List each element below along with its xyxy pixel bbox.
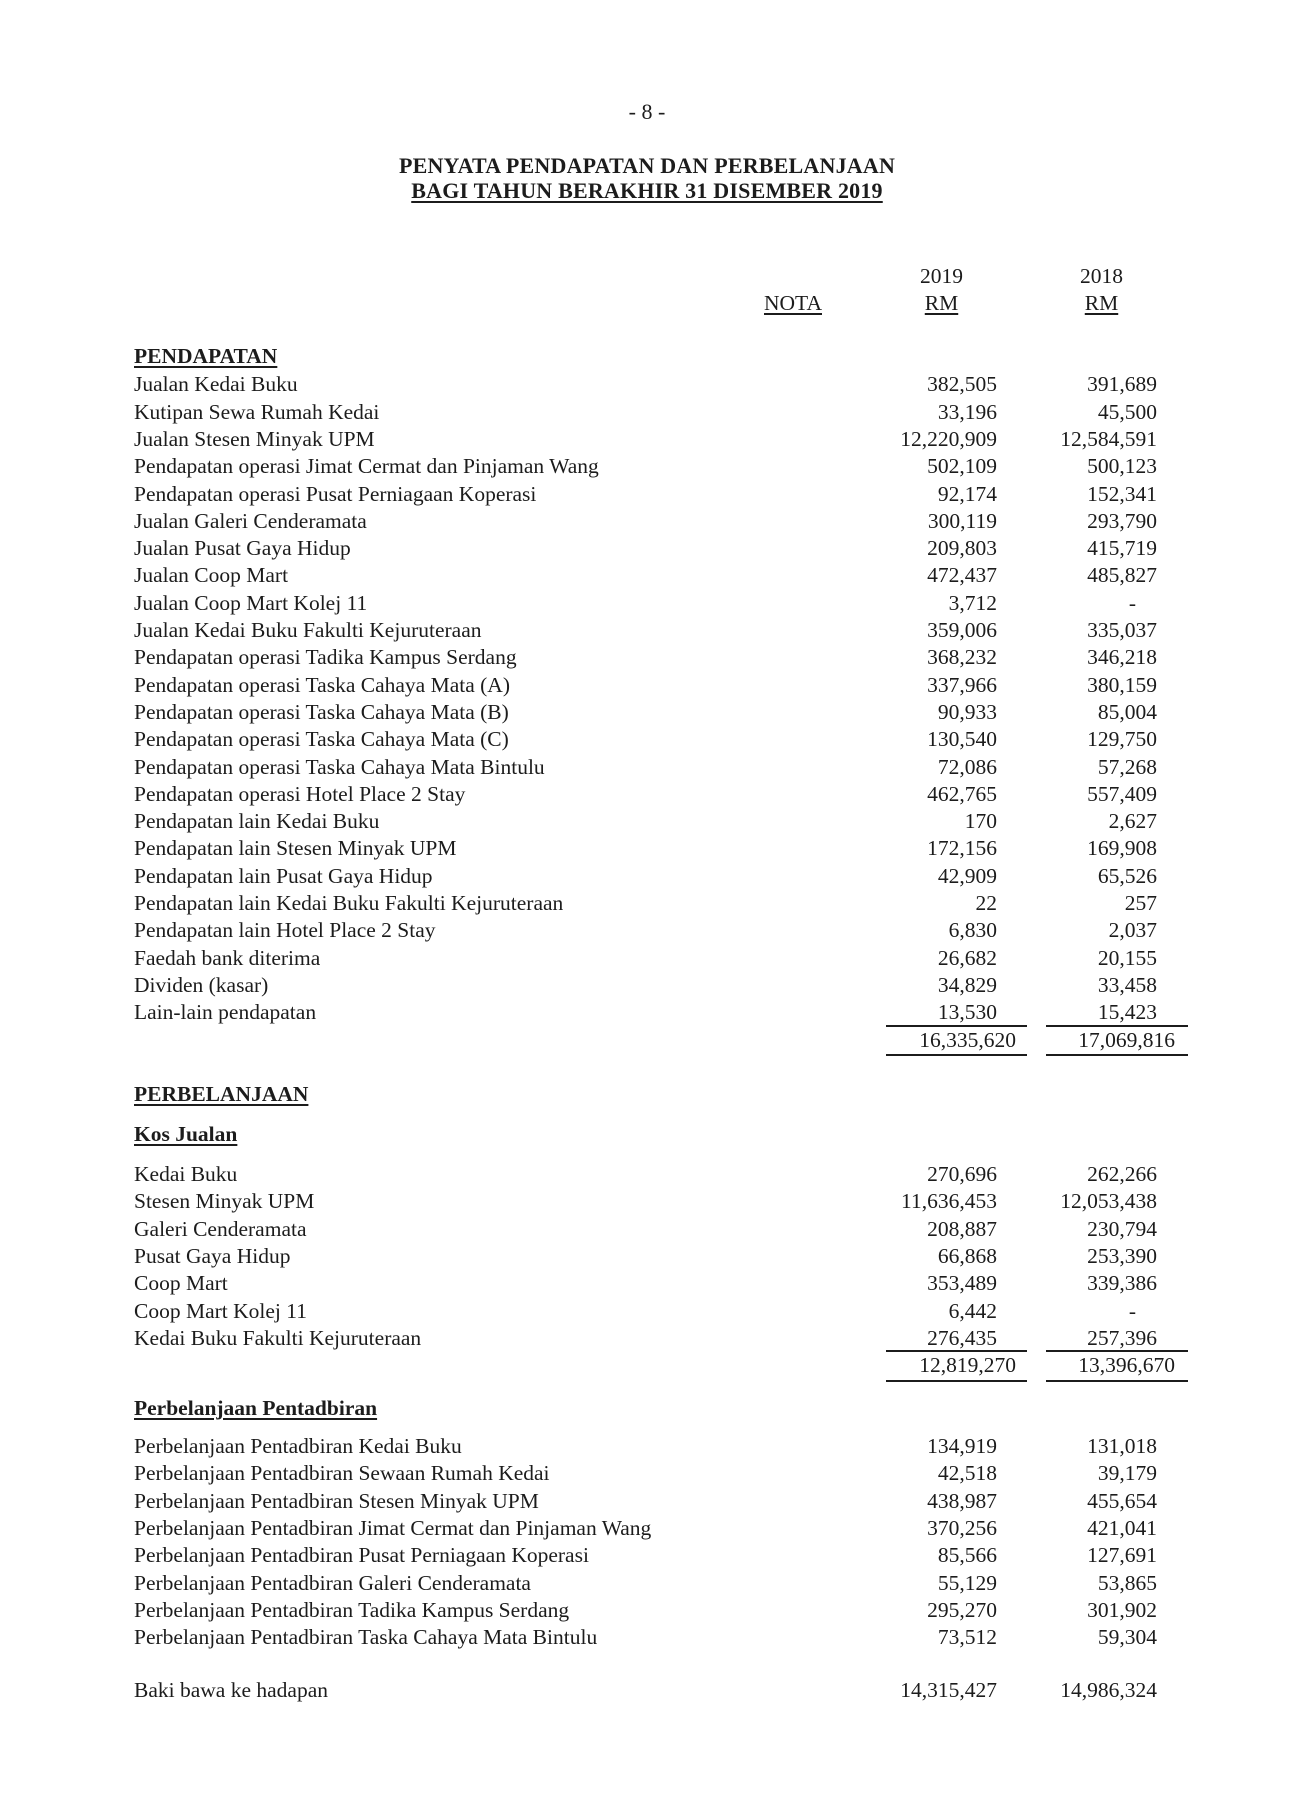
- table-row: [134, 399, 1294, 426]
- table-row: [134, 945, 1294, 972]
- row-value-2018: 500,123: [1087, 454, 1157, 479]
- row-label: Pendapatan operasi Taska Cahaya Mata (A): [134, 672, 510, 697]
- row-value-2019: 438,987: [927, 1488, 997, 1513]
- table-row: [134, 1188, 1294, 1215]
- column-header-rm-2019: RM: [924, 291, 959, 316]
- row-value-2018: -: [1128, 590, 1136, 615]
- row-label: Kutipan Sewa Rumah Kedai: [134, 399, 380, 424]
- row-value-2019: 337,966: [927, 672, 997, 697]
- row-value-2018: 391,689: [1087, 372, 1157, 397]
- table-row: [134, 1243, 1294, 1270]
- row-value-2019: 73,512: [937, 1625, 997, 1650]
- row-value-2019: 33,196: [937, 399, 997, 424]
- row-value-2019: 270,696: [927, 1162, 997, 1187]
- row-value-2019: 26,682: [937, 945, 997, 970]
- row-value-2019: 295,270: [927, 1597, 997, 1622]
- row-value-2019: 12,220,909: [900, 426, 997, 451]
- row-nota: [700, 399, 886, 426]
- row-value-2018: 455,654: [1087, 1488, 1157, 1513]
- row-label: Jualan Galeri Cenderamata: [134, 508, 367, 533]
- table-row: [134, 1515, 1294, 1542]
- row-nota: [700, 1433, 886, 1460]
- row-value-2019: 370,256: [927, 1516, 997, 1541]
- row-label: Perbelanjaan Pentadbiran Tadika Kampus Serdang: [134, 1597, 570, 1622]
- row-nota: [700, 1597, 886, 1624]
- table-row: [134, 1624, 1294, 1651]
- row-nota: [700, 1542, 886, 1569]
- row-value-2018: 346,218: [1087, 645, 1157, 670]
- pendapatan-total-2018: 17,069,816: [1046, 1025, 1188, 1056]
- table-row: [134, 1597, 1294, 1624]
- table-row: [134, 644, 1294, 671]
- row-nota: [700, 1270, 886, 1297]
- row-label: Jualan Coop Mart: [134, 563, 289, 588]
- row-value-2018: 380,159: [1087, 672, 1157, 697]
- row-nota: [700, 672, 886, 699]
- pentadbiran-rows: [134, 1433, 1294, 1651]
- row-value-2019: 22: [975, 891, 997, 916]
- row-value-2018: 301,902: [1087, 1597, 1157, 1622]
- row-value-2019: 353,489: [927, 1271, 997, 1296]
- row-nota: [700, 426, 886, 453]
- title-line-1: PENYATA PENDAPATAN DAN PERBELANJAAN: [398, 153, 896, 178]
- column-header-year-2019: 2019: [920, 264, 963, 288]
- row-label: Coop Mart Kolej 11: [134, 1298, 307, 1323]
- row-value-2019: 472,437: [927, 563, 997, 588]
- row-nota: [700, 699, 886, 726]
- row-value-2019: 13,530: [937, 1000, 997, 1025]
- row-label: Pendapatan lain Hotel Place 2 Stay: [134, 918, 436, 943]
- row-nota: [700, 1515, 886, 1542]
- row-value-2019: 92,174: [937, 481, 997, 506]
- row-value-2018: 257,396: [1087, 1325, 1157, 1350]
- row-nota: [700, 1188, 886, 1215]
- row-label: Perbelanjaan Pentadbiran Jimat Cermat dan Pinjaman Wang: [134, 1516, 652, 1541]
- row-label: Pendapatan operasi Taska Cahaya Mata (C): [134, 727, 509, 752]
- row-value-2018: 262,266: [1087, 1162, 1157, 1187]
- row-label: Dividen (kasar): [134, 972, 269, 997]
- row-nota: [700, 754, 886, 781]
- pendapatan-total-2019: 16,335,620: [886, 1025, 1027, 1056]
- table-row: [134, 699, 1294, 726]
- table-row: [134, 481, 1294, 508]
- table-row: [134, 808, 1294, 835]
- column-header-year-2018: 2018: [1080, 264, 1123, 288]
- row-nota: [700, 481, 886, 508]
- row-value-2018: 12,584,591: [1060, 426, 1157, 451]
- table-row: [134, 590, 1294, 617]
- column-header-rm-2018: RM: [1084, 291, 1119, 316]
- row-value-2018: 253,390: [1087, 1244, 1157, 1269]
- row-nota: [700, 972, 886, 999]
- row-value-2019: 42,909: [937, 863, 997, 888]
- page-number: - 8 -: [628, 99, 666, 124]
- row-nota: [700, 508, 886, 535]
- kos-jualan-total-2018: 13,396,670: [1046, 1350, 1188, 1381]
- table-row: [134, 371, 1294, 398]
- table-row: [134, 672, 1294, 699]
- column-header-nota: NOTA: [764, 291, 822, 316]
- row-nota: [700, 999, 886, 1026]
- section-heading-pendapatan: PENDAPATAN: [134, 343, 278, 368]
- row-value-2018: 20,155: [1097, 945, 1157, 970]
- row-label: Lain-lain pendapatan: [134, 1000, 317, 1025]
- row-nota: [700, 453, 886, 480]
- row-value-2018: 57,268: [1097, 754, 1157, 779]
- row-label: Galeri Cenderamata: [134, 1216, 307, 1241]
- table-row: [134, 508, 1294, 535]
- row-value-2019: 172,156: [927, 836, 997, 861]
- table-row: [134, 917, 1294, 944]
- row-label: Perbelanjaan Pentadbiran Kedai Buku: [134, 1434, 462, 1459]
- table-row: [134, 1460, 1294, 1487]
- row-nota: [700, 1216, 886, 1243]
- row-value-2019: 72,086: [937, 754, 997, 779]
- row-nota: [700, 1243, 886, 1270]
- kos-jualan-total-row: [134, 1350, 1294, 1381]
- column-header-units-row: [134, 290, 1294, 317]
- row-value-2018: 421,041: [1087, 1516, 1157, 1541]
- row-value-2018: 339,386: [1087, 1271, 1157, 1296]
- row-value-2019: 359,006: [927, 618, 997, 643]
- row-value-2019: 209,803: [927, 536, 997, 561]
- table-row: [134, 754, 1294, 781]
- section-heading-pentadbiran: Perbelanjaan Pentadbiran: [134, 1396, 378, 1421]
- row-label: Kedai Buku: [134, 1162, 238, 1187]
- title-line-2: BAGI TAHUN BERAKHIR 31 DISEMBER 2019: [411, 178, 883, 203]
- row-label: Jualan Pusat Gaya Hidup: [134, 536, 351, 561]
- row-value-2018: 15,423: [1097, 1000, 1157, 1025]
- row-nota: [700, 590, 886, 617]
- row-nota: [700, 917, 886, 944]
- row-value-2018: 33,458: [1097, 972, 1157, 997]
- row-label: Perbelanjaan Pentadbiran Taska Cahaya Mata Bintulu: [134, 1625, 598, 1650]
- row-value-2018: 2,037: [1108, 918, 1157, 943]
- kos-jualan-rows: [134, 1161, 1294, 1352]
- table-row: [134, 562, 1294, 589]
- row-label: Pendapatan lain Pusat Gaya Hidup: [134, 863, 433, 888]
- table-row: [134, 453, 1294, 480]
- row-value-2018: 169,908: [1087, 836, 1157, 861]
- row-label: Jualan Stesen Minyak UPM: [134, 426, 375, 451]
- table-row: [134, 1161, 1294, 1188]
- row-value-2018: 257: [1124, 891, 1157, 916]
- table-row: [134, 535, 1294, 562]
- row-value-2018: 557,409: [1087, 781, 1157, 806]
- row-value-2018: 39,179: [1097, 1461, 1157, 1486]
- row-value-2019: 300,119: [927, 508, 997, 533]
- row-value-2019: 368,232: [927, 645, 997, 670]
- table-row: [134, 1570, 1294, 1597]
- table-row: [134, 426, 1294, 453]
- row-label: Perbelanjaan Pentadbiran Galeri Cenderamata: [134, 1570, 531, 1595]
- balance-value-2019: 14,315,427: [900, 1678, 997, 1703]
- balance-carried-forward-row: [134, 1677, 1294, 1704]
- row-value-2018: 415,719: [1087, 536, 1157, 561]
- row-label: Coop Mart: [134, 1271, 228, 1296]
- row-label: Jualan Kedai Buku Fakulti Kejuruteraan: [134, 618, 482, 643]
- section-heading-kos-jualan: Kos Jualan: [134, 1122, 238, 1147]
- row-label: Pendapatan lain Kedai Buku: [134, 809, 380, 834]
- row-value-2019: 382,505: [927, 372, 997, 397]
- row-value-2019: 66,868: [937, 1244, 997, 1269]
- row-nota: [700, 1488, 886, 1515]
- row-value-2019: 90,933: [937, 699, 997, 724]
- row-value-2019: 130,540: [927, 727, 997, 752]
- row-value-2018: 293,790: [1087, 508, 1157, 533]
- row-nota: [700, 890, 886, 917]
- row-value-2018: -: [1128, 1298, 1136, 1323]
- row-nota: [700, 1624, 886, 1651]
- table-row: [134, 1433, 1294, 1460]
- row-label: Pendapatan operasi Pusat Perniagaan Koperasi: [134, 481, 537, 506]
- row-nota: [700, 835, 886, 862]
- row-value-2019: 42,518: [937, 1461, 997, 1486]
- row-nota: [700, 535, 886, 562]
- row-value-2018: 127,691: [1087, 1543, 1157, 1568]
- row-label: Pusat Gaya Hidup: [134, 1244, 291, 1269]
- row-nota: [700, 781, 886, 808]
- statement-table: [0, 263, 1294, 1704]
- table-row: [134, 890, 1294, 917]
- table-row: [134, 1542, 1294, 1569]
- table-row: [134, 617, 1294, 644]
- row-label: Pendapatan operasi Jimat Cermat dan Pinjaman Wang: [134, 454, 599, 479]
- row-nota: [700, 371, 886, 398]
- pendapatan-rows: [134, 371, 1294, 1026]
- row-value-2019: 134,919: [927, 1434, 997, 1459]
- row-label: Pendapatan operasi Hotel Place 2 Stay: [134, 781, 466, 806]
- row-value-2019: 208,887: [927, 1216, 997, 1241]
- row-value-2019: 55,129: [937, 1570, 997, 1595]
- row-value-2018: 53,865: [1097, 1570, 1157, 1595]
- table-row: [134, 726, 1294, 753]
- row-label: Kedai Buku Fakulti Kejuruteraan: [134, 1325, 422, 1350]
- row-label: Jualan Coop Mart Kolej 11: [134, 590, 368, 615]
- row-nota: [700, 644, 886, 671]
- table-row: [134, 1298, 1294, 1325]
- row-nota: [700, 1570, 886, 1597]
- row-value-2018: 152,341: [1087, 481, 1157, 506]
- row-value-2019: 276,435: [927, 1325, 997, 1350]
- document-title: [0, 153, 1294, 203]
- table-row: [134, 972, 1294, 999]
- row-nota: [700, 726, 886, 753]
- row-value-2018: 2,627: [1108, 809, 1157, 834]
- table-row: [134, 999, 1294, 1026]
- balance-label: Baki bawa ke hadapan: [134, 1678, 329, 1703]
- row-value-2019: 85,566: [937, 1543, 997, 1568]
- row-label: Stesen Minyak UPM: [134, 1189, 315, 1214]
- row-label: Pendapatan operasi Taska Cahaya Mata Bintulu: [134, 754, 545, 779]
- row-nota: [700, 1298, 886, 1325]
- table-row: [134, 835, 1294, 862]
- row-value-2019: 6,830: [948, 918, 997, 943]
- row-value-2018: 335,037: [1087, 618, 1157, 643]
- row-value-2019: 170: [964, 809, 997, 834]
- kos-jualan-total-2019: 12,819,270: [886, 1350, 1027, 1381]
- row-value-2018: 131,018: [1087, 1434, 1157, 1459]
- row-label: Perbelanjaan Pentadbiran Sewaan Rumah Kedai: [134, 1461, 550, 1486]
- row-value-2018: 65,526: [1097, 863, 1157, 888]
- row-value-2018: 12,053,438: [1060, 1189, 1157, 1214]
- row-label: Perbelanjaan Pentadbiran Pusat Perniagaan Koperasi: [134, 1543, 589, 1568]
- row-value-2018: 45,500: [1097, 399, 1157, 424]
- row-nota: [700, 945, 886, 972]
- table-row: [134, 1325, 1294, 1352]
- balance-value-2018: 14,986,324: [1060, 1678, 1157, 1703]
- section-heading-perbelanjaan: PERBELANJAAN: [134, 1082, 309, 1107]
- row-value-2019: 34,829: [937, 972, 997, 997]
- table-row: [134, 1216, 1294, 1243]
- row-label: Jualan Kedai Buku: [134, 372, 298, 397]
- row-label: Pendapatan lain Kedai Buku Fakulti Kejuruteraan: [134, 891, 564, 916]
- row-nota: [700, 1325, 886, 1352]
- row-value-2018: 85,004: [1097, 699, 1157, 724]
- table-row: [134, 1488, 1294, 1515]
- table-row: [134, 863, 1294, 890]
- row-label: Pendapatan lain Stesen Minyak UPM: [134, 836, 457, 861]
- row-value-2019: 462,765: [927, 781, 997, 806]
- table-row: [134, 1270, 1294, 1297]
- row-value-2018: 59,304: [1097, 1625, 1157, 1650]
- row-label: Faedah bank diterima: [134, 945, 321, 970]
- row-value-2019: 11,636,453: [901, 1189, 997, 1214]
- column-header-years-row: [134, 263, 1294, 290]
- row-nota: [700, 1460, 886, 1487]
- row-nota: [700, 562, 886, 589]
- row-value-2019: 6,442: [948, 1298, 997, 1323]
- row-label: Pendapatan operasi Taska Cahaya Mata (B): [134, 699, 509, 724]
- row-nota: [700, 863, 886, 890]
- row-label: Pendapatan operasi Tadika Kampus Serdang: [134, 645, 517, 670]
- row-value-2018: 485,827: [1087, 563, 1157, 588]
- row-value-2018: 230,794: [1087, 1216, 1157, 1241]
- row-nota: [700, 1161, 886, 1188]
- row-nota: [700, 808, 886, 835]
- row-value-2018: 129,750: [1087, 727, 1157, 752]
- table-row: [134, 781, 1294, 808]
- column-headers: [134, 263, 1294, 318]
- row-value-2019: 3,712: [948, 590, 997, 615]
- row-label: Perbelanjaan Pentadbiran Stesen Minyak UPM: [134, 1488, 539, 1513]
- row-value-2019: 502,109: [927, 454, 997, 479]
- pendapatan-total-row: [134, 1025, 1294, 1056]
- row-nota: [700, 617, 886, 644]
